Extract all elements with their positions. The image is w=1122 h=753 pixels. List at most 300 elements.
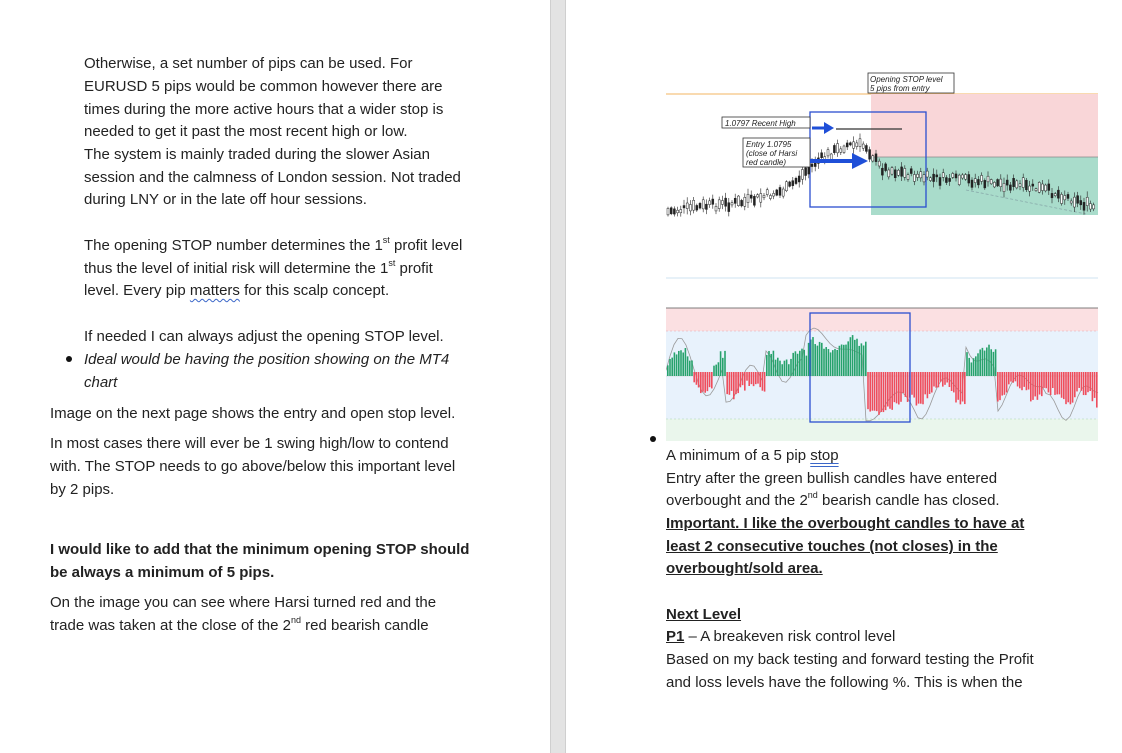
- harsi-bar: [1072, 372, 1074, 403]
- price-candle: [872, 156, 874, 161]
- harsi-bar: [836, 350, 838, 376]
- price-candle: [904, 168, 906, 177]
- harsi-bar: [1061, 372, 1063, 398]
- stop-label-2: 5 pips from entry: [870, 84, 930, 93]
- text-line: Otherwise, a set number of pips can be used. For: [84, 55, 413, 72]
- price-candle: [712, 199, 714, 204]
- harsi-bar: [715, 365, 717, 376]
- bold-text-line: I would like to add that the minimum opening STOP should: [50, 541, 470, 558]
- price-candle: [974, 179, 976, 183]
- harsi-bar: [1010, 372, 1012, 382]
- price-candle: [734, 198, 736, 203]
- harsi-bar: [702, 372, 704, 392]
- harsi-bar: [803, 350, 805, 376]
- harsi-bar: [971, 362, 973, 376]
- price-candle: [971, 180, 973, 187]
- harsi-bar: [1048, 372, 1050, 392]
- price-candle: [837, 144, 839, 153]
- price-candle: [1006, 180, 1008, 185]
- harsi-bar: [1083, 372, 1085, 395]
- price-candle: [670, 208, 672, 214]
- bullet-icon: [66, 356, 72, 362]
- text-line: by 2 pips.: [50, 481, 115, 498]
- harsi-bar: [817, 346, 819, 376]
- price-candle: [965, 175, 967, 180]
- harsi-bar: [918, 372, 920, 404]
- price-candle: [1080, 200, 1082, 204]
- important-line: least 2 consecutive touches (not closes) in the: [666, 538, 998, 555]
- harsi-bar: [696, 372, 698, 385]
- harsi-bar: [856, 339, 858, 376]
- harsi-bar: [1001, 372, 1003, 396]
- price-candle: [968, 175, 970, 184]
- harsi-bar: [1019, 372, 1021, 388]
- page-gutter: [550, 0, 566, 753]
- harsi-bar: [1056, 372, 1058, 394]
- harsi-bar: [667, 365, 669, 376]
- price-candle: [1035, 189, 1037, 191]
- harsi-bar: [812, 337, 814, 376]
- harsi-bar: [874, 372, 876, 411]
- price-candle: [696, 205, 698, 210]
- price-candle: [1029, 186, 1031, 191]
- harsi-bar: [852, 335, 854, 376]
- harsi-bar: [946, 372, 948, 382]
- price-candle: [945, 178, 947, 183]
- harsi-bar: [834, 349, 836, 376]
- entry-label-3: red candle): [746, 158, 787, 167]
- price-candle: [785, 182, 787, 191]
- harsi-bar: [1096, 372, 1098, 408]
- price-candle: [721, 201, 723, 205]
- text-line: In most cases there will ever be 1 swing high/low to contend: [50, 435, 449, 452]
- harsi-bar: [986, 347, 988, 376]
- harsi-bar: [944, 372, 946, 385]
- harsi-bar: [953, 372, 955, 392]
- harsi-bar: [949, 372, 951, 387]
- harsi-bar: [808, 343, 810, 376]
- price-candle: [1019, 184, 1021, 187]
- harsi-bar: [990, 349, 992, 376]
- harsi-bar: [788, 364, 790, 376]
- harsi-bar: [1006, 372, 1008, 392]
- price-candle: [725, 198, 727, 206]
- harsi-bar: [927, 372, 929, 398]
- harsi-bar: [889, 372, 891, 409]
- price-candle: [920, 172, 922, 178]
- harsi-bar: [1015, 372, 1017, 381]
- harsi-bar: [737, 372, 739, 393]
- price-candle: [885, 164, 887, 171]
- price-candle: [862, 144, 864, 148]
- harsi-bar: [894, 372, 896, 402]
- text-line: Based on my back testing and forward testing the Profit: [666, 651, 1034, 668]
- harsi-bar: [993, 352, 995, 376]
- harsi-bar: [801, 349, 803, 376]
- harsi-bar: [1065, 372, 1067, 404]
- price-candle: [741, 200, 743, 206]
- harsi-bar: [748, 372, 750, 386]
- harsi-bar: [685, 348, 687, 376]
- harsi-bar: [770, 354, 772, 376]
- text-line: times during the more active hours that a wider stop is: [84, 101, 444, 118]
- harsi-bar: [729, 372, 731, 395]
- harsi-bar: [1052, 372, 1054, 388]
- harsi-bar: [757, 372, 759, 384]
- harsi-bar: [1037, 372, 1039, 400]
- price-candle: [894, 170, 896, 178]
- price-candle: [747, 194, 749, 202]
- harsi-bar: [933, 372, 935, 386]
- harsi-bar: [1032, 372, 1034, 400]
- harsi-bar: [1059, 372, 1061, 394]
- harsi-bar: [691, 360, 693, 376]
- harsi-bar: [792, 353, 794, 376]
- price-candle: [699, 203, 701, 208]
- harsi-bar: [724, 351, 726, 376]
- price-candle: [891, 168, 893, 175]
- harsi-bar: [740, 372, 742, 387]
- harsi-bar: [1017, 372, 1019, 386]
- harsi-bar: [913, 372, 915, 398]
- price-candle: [792, 181, 794, 186]
- price-candle: [769, 195, 771, 198]
- price-candle: [728, 203, 730, 212]
- harsi-bar: [960, 372, 962, 404]
- harsi-bar: [863, 345, 865, 376]
- harsi-bar: [753, 372, 755, 386]
- text-line: during LNY or in the late off hour sessions.: [84, 191, 367, 208]
- text-line: session and the calmness of London session. Not traded: [84, 169, 461, 186]
- harsi-bar: [713, 366, 715, 376]
- bullet-text: Ideal would be having the position showing on the MT4: [84, 351, 450, 368]
- trading-chart-image: [666, 50, 1100, 446]
- text-line: If needed I can always adjust the opening STOP level.: [84, 328, 444, 345]
- harsi-bar: [759, 372, 761, 387]
- price-candle: [750, 195, 752, 198]
- price-candle: [1054, 194, 1056, 196]
- harsi-bar: [872, 372, 874, 411]
- harsi-bar: [698, 372, 700, 387]
- harsi-bar: [1085, 372, 1087, 395]
- price-candle: [1022, 178, 1024, 188]
- price-candle: [997, 180, 999, 186]
- text-line: EURUSD 5 pips would be common however there are: [84, 78, 443, 95]
- price-candle: [910, 169, 912, 174]
- price-candle: [901, 167, 903, 176]
- harsi-bar: [962, 372, 964, 402]
- price-candle: [1093, 205, 1095, 209]
- harsi-bar: [975, 356, 977, 376]
- price-candle: [1025, 180, 1027, 190]
- harsi-bar: [867, 372, 869, 409]
- harsi-bar: [795, 351, 797, 376]
- price-candle: [856, 143, 858, 147]
- harsi-bar: [1023, 372, 1025, 387]
- harsi-bar: [997, 372, 999, 402]
- text-line: The opening STOP number determines the 1st profit level: [84, 235, 463, 254]
- price-candle: [737, 196, 739, 206]
- harsi-bar: [1092, 372, 1094, 401]
- harsi-bar: [1030, 372, 1032, 401]
- harsi-bar: [982, 348, 984, 376]
- harsi-bar: [779, 361, 781, 376]
- bullet-icon: [650, 436, 656, 442]
- price-candle: [686, 203, 688, 209]
- harsi-bar: [1026, 372, 1028, 390]
- harsi-bar: [766, 355, 768, 376]
- harsi-bar: [995, 349, 997, 376]
- harsi-bar: [832, 350, 834, 376]
- harsi-bar: [955, 372, 957, 402]
- harsi-bar: [825, 347, 827, 376]
- harsi-bar: [988, 345, 990, 376]
- price-candle: [1016, 181, 1018, 188]
- price-candle: [731, 203, 733, 205]
- harsi-bar: [1078, 372, 1080, 388]
- harsi-bar: [878, 372, 880, 415]
- text-line: and loss levels have the following %. This is when the: [666, 674, 1023, 691]
- harsi-bar: [806, 356, 808, 376]
- harsi-bar: [799, 351, 801, 376]
- price-candle: [888, 170, 890, 177]
- price-candle: [693, 200, 695, 210]
- harsi-bar: [938, 372, 940, 387]
- price-candle: [977, 179, 979, 184]
- harsi-bar: [1087, 372, 1089, 392]
- price-candle: [805, 168, 807, 176]
- harsi-bar: [984, 351, 986, 376]
- text-line: On the image you can see where Harsi turned red and the: [50, 594, 437, 611]
- harsi-bar: [707, 372, 709, 391]
- price-candle: [1009, 185, 1011, 190]
- harsi-bar: [814, 344, 816, 376]
- harsi-bar: [669, 359, 671, 376]
- harsi-bar: [1067, 372, 1069, 402]
- harsi-bar: [1028, 372, 1030, 390]
- harsi-bar: [935, 372, 937, 388]
- important-line: Important. I like the overbought candles to have at: [666, 515, 1025, 532]
- harsi-bar: [693, 372, 695, 382]
- harsi-bar: [940, 372, 942, 382]
- harsi-bar: [764, 372, 766, 392]
- harsi-bar: [731, 372, 733, 391]
- harsi-bar: [828, 349, 830, 376]
- price-candle: [958, 175, 960, 185]
- harsi-bar: [735, 372, 737, 394]
- price-candle: [936, 175, 938, 177]
- price-candle: [981, 175, 983, 181]
- price-candle: [763, 195, 765, 197]
- price-candle: [1061, 194, 1063, 203]
- harsi-bar: [1074, 372, 1076, 397]
- harsi-bar: [1039, 372, 1041, 395]
- harsi-bar: [905, 372, 907, 397]
- harsi-bar: [854, 340, 856, 376]
- document-page-left: [0, 0, 550, 753]
- price-candle: [827, 150, 829, 156]
- harsi-bar: [1012, 372, 1014, 383]
- harsi-bar: [722, 358, 724, 376]
- entry-label-1: Entry 1.0795: [746, 140, 792, 149]
- harsi-bar: [841, 344, 843, 376]
- harsi-bar: [781, 364, 783, 376]
- harsi-bar: [704, 372, 706, 393]
- harsi-bar: [1045, 372, 1047, 388]
- price-candle: [846, 143, 848, 147]
- spellcheck-word: matters: [189, 282, 240, 299]
- text-line: Entry after the green bullish candles have entered: [666, 470, 998, 487]
- price-candle: [1064, 195, 1066, 199]
- price-candle: [1057, 190, 1059, 198]
- harsi-bar: [1004, 372, 1006, 395]
- price-candle: [913, 174, 915, 181]
- price-candle: [952, 173, 954, 177]
- price-candle: [709, 201, 711, 205]
- harsi-bar: [784, 361, 786, 376]
- price-candle: [1003, 183, 1005, 191]
- price-candle: [680, 210, 682, 213]
- harsi-bar: [1021, 372, 1023, 390]
- harsi-bar: [999, 372, 1001, 400]
- harsi-bar: [823, 349, 825, 376]
- harsi-bar: [1070, 372, 1072, 404]
- harsi-bar: [746, 372, 748, 381]
- harsi-bar: [821, 343, 823, 376]
- text-line: with. The STOP needs to go above/below this important level: [50, 458, 456, 475]
- harsi-bar: [689, 361, 691, 376]
- price-candle: [1070, 201, 1072, 203]
- harsi-bar: [929, 372, 931, 394]
- harsi-bar: [880, 372, 882, 412]
- harsi-bar: [847, 341, 849, 376]
- price-candle: [1041, 184, 1043, 191]
- harsi-bar: [885, 372, 887, 410]
- harsi-bar: [845, 345, 847, 376]
- price-candle: [923, 175, 925, 182]
- price-candle: [875, 154, 877, 162]
- price-candle: [766, 190, 768, 195]
- price-candle: [987, 176, 989, 182]
- price-candle: [753, 196, 755, 205]
- price-candle: [939, 177, 941, 185]
- stop-zone: [871, 94, 1098, 157]
- price-candle: [926, 171, 928, 177]
- price-candle: [760, 194, 762, 203]
- text-line: P1 – A breakeven risk control level: [666, 628, 896, 645]
- price-candle: [1000, 179, 1002, 187]
- harsi-bar: [920, 372, 922, 404]
- heading-next-level: Next Level: [666, 606, 742, 623]
- harsi-bar: [687, 356, 689, 376]
- harsi-bar: [762, 372, 764, 391]
- harsi-bar: [775, 360, 777, 376]
- price-candle: [821, 153, 823, 158]
- price-candle: [917, 174, 919, 177]
- harsi-bar: [924, 372, 926, 394]
- harsi-bar: [869, 372, 871, 412]
- text-line: trade was taken at the close of the 2nd red bearish candle: [50, 615, 429, 634]
- document-page-right: [566, 0, 1122, 753]
- price-candle: [773, 193, 775, 196]
- harsi-bar: [907, 372, 909, 402]
- price-candle: [718, 200, 720, 209]
- text-line: overbought and the 2nd bearish candle has closed.: [666, 490, 1000, 509]
- harsi-bar: [742, 372, 744, 385]
- harsi-bar: [942, 372, 944, 387]
- harsi-bar: [773, 351, 775, 376]
- price-candle: [869, 150, 871, 160]
- price-candle: [677, 210, 679, 213]
- text-line: thus the level of initial risk will determine the 1st profit: [84, 258, 433, 277]
- harsi-bar: [726, 372, 728, 394]
- harsi-bar: [768, 351, 770, 376]
- harsi-bar: [676, 354, 678, 376]
- price-candle: [849, 143, 851, 145]
- important-line: overbought/sold area.: [666, 560, 823, 577]
- harsi-bar: [977, 353, 979, 376]
- harsi-bar: [830, 352, 832, 376]
- harsi-bar: [1076, 372, 1078, 391]
- text-line: The system is mainly traded during the slower Asian: [84, 146, 430, 163]
- harsi-bar: [865, 342, 867, 376]
- price-candle: [840, 149, 842, 152]
- price-candle: [1013, 178, 1015, 186]
- harsi-bar: [968, 358, 970, 376]
- harsi-bar: [900, 372, 902, 402]
- harsi-bar: [916, 372, 918, 406]
- harsi-bar: [777, 358, 779, 376]
- harsi-bar: [922, 372, 924, 404]
- price-candle: [705, 204, 707, 209]
- harsi-bar: [883, 372, 885, 412]
- harsi-bar: [1063, 372, 1065, 399]
- harsi-bar: [1094, 372, 1096, 398]
- harsi-bar: [861, 343, 863, 376]
- text-line: A minimum of a 5 pip stop: [666, 447, 839, 464]
- price-candle: [715, 206, 717, 211]
- harsi-bar: [858, 346, 860, 376]
- price-candle: [881, 168, 883, 175]
- harsi-bar: [674, 352, 676, 376]
- harsi-bar: [718, 362, 720, 376]
- price-candle: [801, 169, 803, 179]
- price-candle: [929, 178, 931, 181]
- price-candle: [667, 208, 669, 214]
- harsi-bar: [951, 372, 953, 391]
- harsi-bar: [819, 342, 821, 376]
- harsi-bar: [755, 372, 757, 384]
- harsi-bar: [1008, 372, 1010, 384]
- text-line: needed to get it past the most recent high or low.: [84, 123, 408, 140]
- harsi-bar: [898, 372, 900, 404]
- harsi-bar: [887, 372, 889, 407]
- harsi-bar: [891, 372, 893, 410]
- text-line: level. Every pip matters for this scalp concept.: [84, 282, 390, 299]
- harsi-bar: [911, 372, 913, 395]
- price-candle: [798, 176, 800, 182]
- entry-label-2: (close of Harsi: [746, 149, 798, 158]
- harsi-bar: [733, 372, 735, 399]
- harsi-bar: [711, 372, 713, 388]
- price-candle: [776, 190, 778, 195]
- price-candle: [1067, 194, 1069, 198]
- harsi-bar: [896, 372, 898, 403]
- price-candle: [1032, 184, 1034, 186]
- price-candle: [1051, 193, 1053, 197]
- price-candle: [993, 182, 995, 187]
- harsi-bar: [876, 372, 878, 411]
